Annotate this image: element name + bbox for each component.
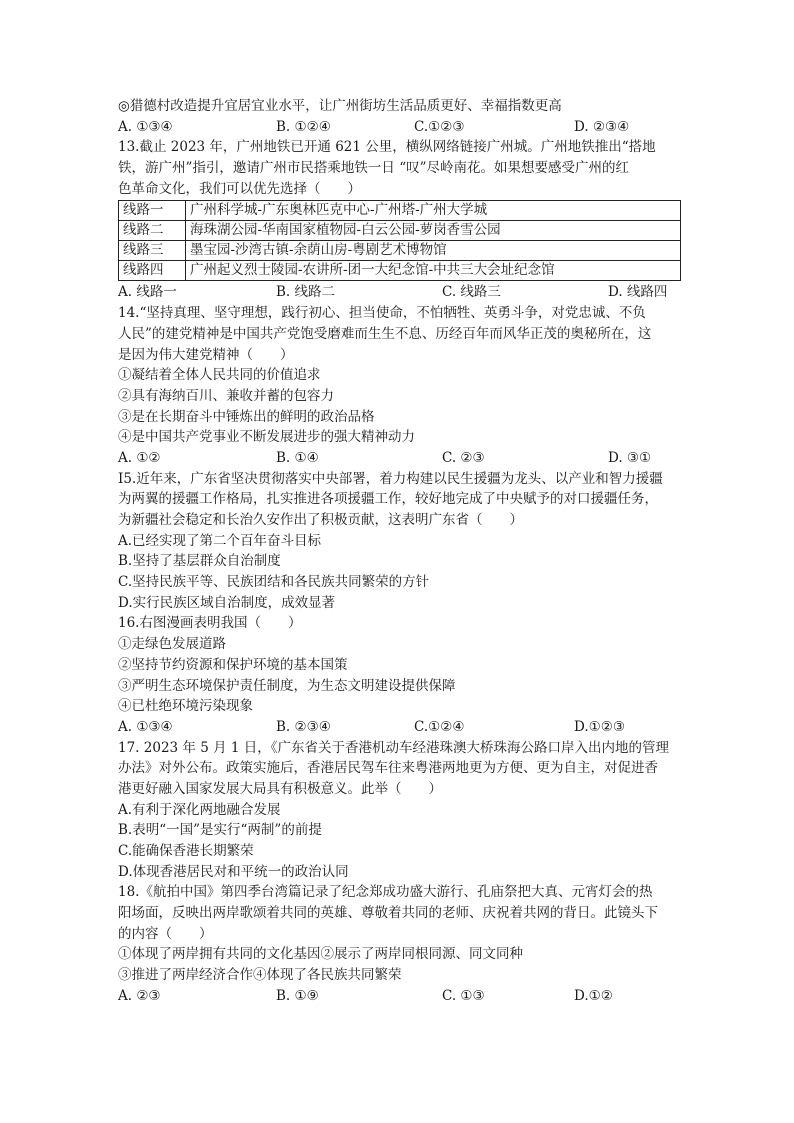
- q18-stem-line-2: 阳场面，反映出两岸歌颂着共同的英雄、尊敬着共同的老师、庆祝着共网的背日。此镜头下: [118, 905, 658, 922]
- route-stops: 广州科学城-广东奥林匹克中心-广州塔-广州大学城: [186, 201, 681, 221]
- table-row: [119, 241, 681, 261]
- q18-stem-line-1: 18.《航拍中国》第四季台湾篇记录了纪念郑成功盛大游行、孔庙祭把大真、元宵灯会的热: [118, 884, 653, 901]
- route-name: 线路一: [119, 201, 186, 221]
- route-name: 线路二: [119, 221, 186, 241]
- q12-last-statement: ◎猎德村改造提升宜居宜业水平，让广州街坊生活品质更好、幸福指数更高: [118, 98, 562, 114]
- q15-option-a[interactable]: A.已经实现了第二个百年奋斗目标: [118, 532, 322, 549]
- q16-option-d[interactable]: D.①②③: [574, 718, 625, 735]
- q18-option-a[interactable]: A. ②③: [118, 987, 161, 1004]
- q16-option-b[interactable]: B. ②③④: [276, 718, 331, 735]
- q13-options: [118, 282, 678, 303]
- q14-stem-line-2: 人民”的建党精神是中国共产党饱受磨难而生生不息、历经百年而风华正茂的奥秘所在，这: [118, 325, 652, 342]
- route-stops: 广州起义烈士陵园-农讲所-团一大纪念馆-中共三大会址纪念馆: [186, 261, 681, 281]
- q14-stem-line-3: 是因为伟大建党精神（ ）: [118, 346, 294, 363]
- q13-option-d[interactable]: D. 线路四: [608, 284, 668, 301]
- q13-option-c[interactable]: C. 线路三: [442, 284, 501, 301]
- q12-option-b[interactable]: B. ①②④: [276, 118, 331, 135]
- q13-stem-line-3: 色革命文化，我们可以优先选择（ ）: [118, 180, 361, 197]
- q15-stem-line-2: 为两翼的援疆工作格局，扎实推进各项援疆工作，较好地完成了中央赋予的对口援疆任务，: [118, 491, 658, 508]
- q18-option-c[interactable]: C. ①③: [442, 987, 485, 1004]
- q12-option-c[interactable]: C.①②③: [414, 118, 465, 135]
- table-row: [119, 261, 681, 281]
- route-name: 线路三: [119, 241, 186, 261]
- q16-options: [118, 717, 678, 738]
- q18-statements-1-2: ①体现了两岸拥有共同的文化基因②展示了两岸同根同源、同文同种: [118, 946, 523, 963]
- q18-option-d[interactable]: D.①②: [574, 987, 613, 1004]
- q17-stem-line-1: 17. 2023 年 5 月 1 日，《广东省关于香港机动车经港珠澳大桥珠海公路口岸入出内地的管理: [118, 739, 670, 756]
- q18-option-b[interactable]: B. ①⑨: [276, 987, 319, 1004]
- q12-option-a[interactable]: A. ①③④: [118, 118, 173, 135]
- q17-option-a[interactable]: A.有利于深化两地融合发展: [118, 801, 281, 818]
- q14-statement-4: ④是中国共产党事业不断发展进步的强大精神动力: [118, 429, 415, 446]
- q15-stem-line-1: I5.近年来，广东省坚决贯彻落实中央部署，着力构建以民生援疆为龙头、以产业和智力援疆: [118, 470, 663, 487]
- q18-stem-line-3: 的内容（ ）: [118, 925, 213, 942]
- q14-option-c[interactable]: C. ②③: [442, 449, 485, 466]
- q16-statement-1: ①走绿色发展道路: [118, 636, 226, 653]
- q14-option-d[interactable]: D. ③①: [608, 449, 652, 466]
- q14-option-b[interactable]: B. ①④: [276, 449, 319, 466]
- q14-statement-2: ②具有海纳百川、兼收并蓄的包容力: [118, 387, 334, 404]
- q17-stem-line-2: 办法》对外公布。政策实施后，香港居民驾车往来粤港两地更为方便、更为自主，对促进香: [118, 760, 658, 777]
- q12-options: [118, 117, 678, 138]
- q16-option-a[interactable]: A. ①③④: [118, 718, 173, 735]
- q15-option-c[interactable]: C.坚持民族平等、民族团结和各民族共同繁荣的方针: [118, 574, 430, 591]
- q16-stem: 16.右图漫画表明我国（ ）: [118, 615, 302, 632]
- q15-stem-line-3: 为新疆社会稳定和长治久安作出了积极贡献，这表明广东省（ ）: [118, 512, 523, 528]
- q14-option-a[interactable]: A. ①②: [118, 449, 161, 466]
- q14-statement-3: ③是在长期奋斗中锤炼出的鲜明的政治品格: [118, 408, 375, 425]
- q13-stem-line-1: 13.截止 2023 年，广州地铁已开通 621 公里，横纵网络链接广州城。广州地铁推出“搭地: [118, 139, 656, 156]
- q18-options: [118, 986, 678, 1007]
- q14-options: [118, 448, 678, 469]
- q13-option-b[interactable]: B. 线路二: [276, 284, 336, 301]
- q15-option-d[interactable]: D.实行民族区域自治制度，成效显著: [118, 594, 336, 611]
- q16-statement-2: ②坚持节约资源和保护环境的基本国策: [118, 656, 348, 673]
- q14-stem-line-1: 14.“坚持真理、坚守理想，践行初心、担当使命，不怕牺牲、英勇斗争，对党忠诚、不负: [118, 305, 646, 322]
- q17-option-b[interactable]: B.表明“一国”是实行“两制”的前提: [118, 822, 322, 839]
- q15-option-b[interactable]: B.坚持了基层群众自治制度: [118, 553, 281, 570]
- q16-statement-4: ④已杜绝环境污染现象: [118, 698, 253, 715]
- q17-option-c[interactable]: C.能确保香港长期繁荣: [118, 843, 254, 859]
- table-row: [119, 201, 681, 221]
- q17-stem-line-3: 港更好融入国家发展大局具有积极意义。此举（ ）: [118, 780, 442, 797]
- q14-statement-1: ①凝结着全体人民共同的价值追求: [118, 367, 321, 384]
- q17-option-d[interactable]: D.体现香港居民对和平统一的政治认同: [118, 863, 349, 880]
- route-stops: 海珠湖公园-华南国家植物园-白云公园-萝岗香雪公园: [186, 221, 681, 241]
- q13-option-a[interactable]: A. 线路一: [118, 284, 177, 301]
- q12-option-d[interactable]: D. ②③④: [574, 118, 630, 135]
- page-content: [118, 96, 678, 1007]
- q13-stem-line-2: 铁，游广州”指引，邀请广州市民搭乘地铁一日 “叹”尽岭南花。如果想要感受广州的红: [118, 160, 629, 177]
- table-row: [119, 221, 681, 241]
- q16-option-c[interactable]: C.①②④: [414, 718, 465, 735]
- q13-routes-table: [118, 200, 681, 281]
- q16-statement-3: ③严明生态环境保护责任制度，为生态文明建设提供保障: [118, 677, 456, 694]
- route-stops: 墨宝园-沙湾古镇-余荫山房-粤剧艺术博物馆: [186, 241, 681, 261]
- q18-statements-3-4: ③推进了两岸经济合作④体现了各民族共同繁荣: [118, 967, 402, 984]
- route-name: 线路四: [119, 261, 186, 281]
